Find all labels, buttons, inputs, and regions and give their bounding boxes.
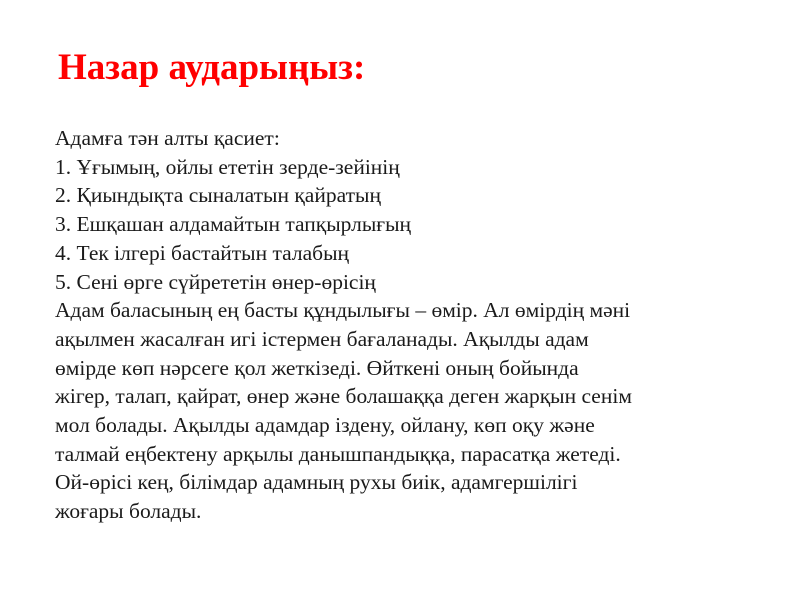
text-line: ақылмен жасалған игі істермен бағаланады. Ақылды адам: [55, 326, 589, 351]
text-line: жігер, талап, қайрат, өнер және болашаққа деген жарқын сенім: [55, 384, 632, 409]
text-line: өмірде көп нәрсеге қол жеткізеді. Өйткені оның бойында: [55, 355, 579, 380]
text-line: 3. Ешқашан алдамайтын тапқырлығың: [55, 212, 412, 237]
text-line: Адамға тән алты қасиет:: [55, 126, 280, 150]
text-line: 4. Тек ілгері бастайтын талабың: [55, 240, 350, 265]
text-line: жоғары болады.: [55, 499, 202, 524]
text-line: 5. Сені өрге сүйрететін өнер-өрісің: [55, 269, 376, 294]
text-line: 1. Ұғымың, ойлы ететін зерде-зейінің: [55, 154, 400, 179]
text-line: Ой-өрісі кең, білімдар адамның рухы биік, адамгершілігі: [55, 470, 578, 495]
slide-title: Назар аударыңыз:: [58, 47, 366, 88]
slide-body-text: [55, 124, 780, 526]
text-line: талмай еңбектену арқылы данышпандыққа, парасатқа жетеді.: [55, 441, 621, 466]
text-line: 2. Қиындықта сыналатын қайратың: [55, 183, 381, 208]
text-line: мол болады. Ақылды адамдар іздену, ойлану, көп оқу және: [55, 413, 595, 438]
text-line: Адам баласының ең басты құндылығы – өмір. Ал өмірдің мәні: [55, 298, 631, 323]
